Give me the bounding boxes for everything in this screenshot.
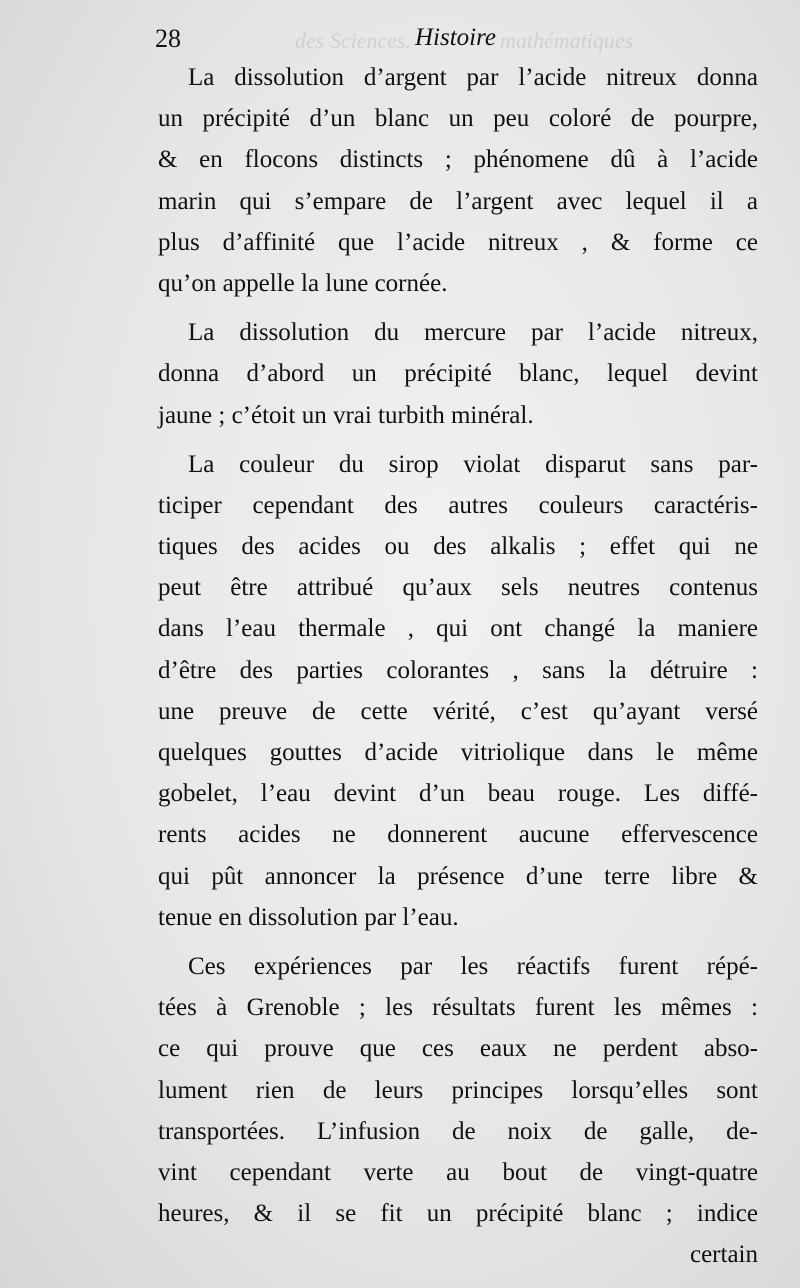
text-line: une preuve de cette vérité, c’est qu’ayant versé: [158, 697, 758, 725]
text-line: dans l’eau thermale , qui ont changé la maniere: [158, 615, 758, 643]
text-line: tiques des acides ou des alkalis ; effet qui ne: [158, 533, 758, 561]
text-line: gobelet, l’eau devint d’un beau rouge. Les diffé-: [158, 780, 758, 808]
page-header: [155, 24, 725, 58]
text-line: d’être des parties colorantes , sans la détruire :: [158, 656, 758, 684]
body-text: [158, 57, 758, 1275]
text-line: & en flocons distincts ; phénomene dû à l’acide: [158, 146, 758, 174]
text-line: Ces expériences par les réactifs furent répé-: [188, 952, 758, 980]
text-line: heures, & il se fit un précipité blanc ; indice: [158, 1200, 758, 1228]
text-line: quelques gouttes d’acide vitriolique dans le même: [158, 739, 758, 766]
text-line: transportées. L’infusion de noix de galle, de-: [158, 1117, 758, 1145]
text-line: ce qui prouve que ces eaux ne perdent abso-: [158, 1035, 758, 1063]
text-line: jaune ; c’étoit un vrai turbith minéral.: [158, 401, 534, 429]
text-line: donna d’abord un précipité blanc, lequel devint: [158, 360, 758, 388]
text-line: vint cependant verte au bout de vingt-quatre: [158, 1158, 758, 1186]
show-through-text: des Sciences.: [295, 28, 412, 53]
text-line: tées à Grenoble ; les résultats furent les mêmes :: [158, 994, 758, 1022]
text-line: qu’on appelle la lune cornée.: [158, 269, 448, 297]
text-line: qui pût annoncer la présence d’une terre libre &: [158, 862, 758, 890]
text-line: peut être attribué qu’aux sels neutres contenus: [158, 574, 758, 602]
text-line: plus d’affinité que l’acide nitreux , & forme ce: [158, 228, 758, 256]
text-line: lument rien de leurs principes lorsqu’elles sont: [158, 1076, 758, 1104]
page-number: 28: [155, 24, 181, 53]
text-line: marin qui s’empare de l’argent avec lequel il a: [158, 187, 758, 215]
text-line: un précipité d’un blanc un peu coloré de pourpre,: [158, 105, 758, 133]
text-line: La dissolution du mercure par l’acide nitreux,: [188, 319, 758, 347]
text-line: La dissolution d’argent par l’acide nitreux donna: [188, 64, 758, 91]
text-line: tenue en dissolution par l’eau.: [158, 903, 459, 931]
text-line: ticiper cependant des autres couleurs caractéris-: [158, 491, 758, 519]
text-line: rents acides ne donnerent aucune effervescence: [158, 821, 758, 849]
show-through-text: mathématiques: [500, 28, 634, 53]
text-line: La couleur du sirop violat disparut sans par-: [188, 450, 758, 478]
catchword: certain: [689, 1241, 758, 1269]
running-title: Histoire: [415, 24, 497, 51]
